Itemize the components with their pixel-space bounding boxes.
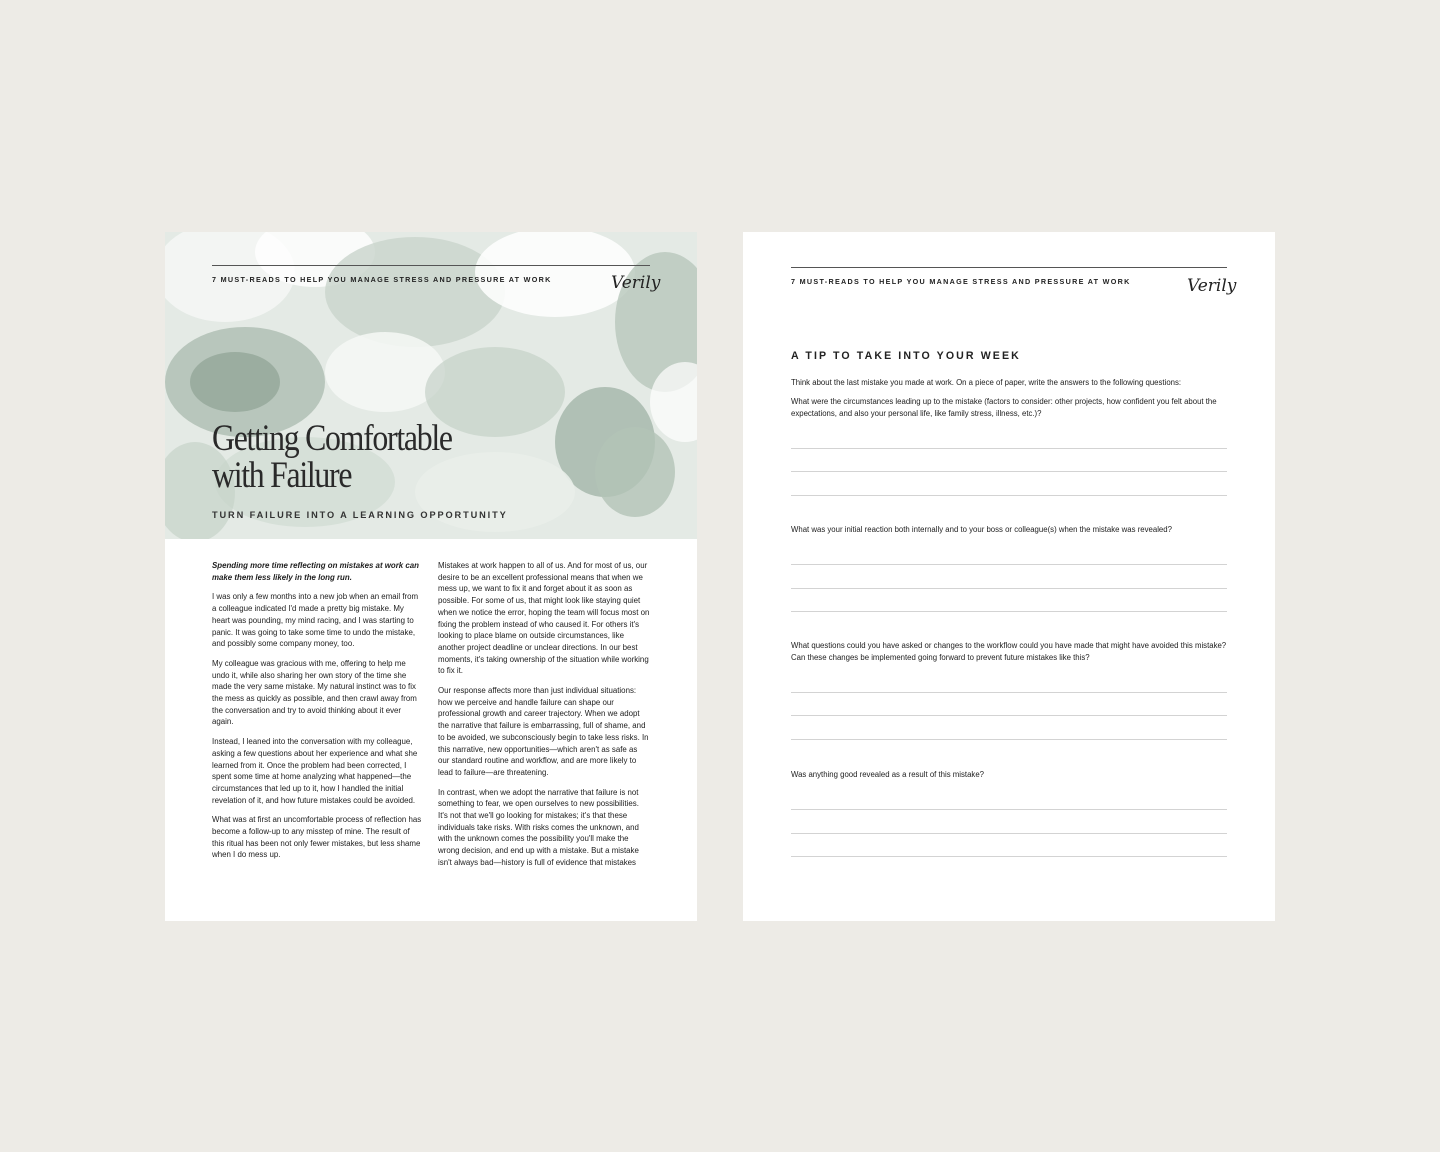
answer-line xyxy=(791,810,1227,834)
question-text: What questions could you have asked or changes to the workflow could you have made that might have avoided this mistake? Can these changes be implemented going forward to prevent future mistakes like this? xyxy=(791,641,1227,662)
article-column-2 xyxy=(438,560,650,877)
worksheet-page xyxy=(743,232,1275,921)
answer-lines xyxy=(791,669,1227,740)
question-block xyxy=(791,524,1227,612)
answer-lines xyxy=(791,425,1227,496)
header-rule xyxy=(791,267,1227,268)
question-block xyxy=(791,396,1227,496)
question-text: What was your initial reaction both internally and to your boss or colleague(s) when the mistake was revealed? xyxy=(791,525,1172,534)
header-rule xyxy=(212,265,650,266)
worksheet-intro: Think about the last mistake you made at work. On a piece of paper, write the answers to the following questions: xyxy=(791,378,1182,387)
answer-lines xyxy=(791,787,1227,858)
running-head: 7 MUST-READS TO HELP YOU MANAGE STRESS AND PRESSURE AT WORK xyxy=(791,277,1131,286)
title-line-1: Getting Comfortable xyxy=(212,418,452,459)
answer-line xyxy=(791,542,1227,566)
article-paragraph: Instead, I leaned into the conversation with my colleague, asking a few questions about her experience and what she learned from it. Once the problem had been corrected, I spent some time at home analyzing what happened—the circumstances that led up to it, how I handled the initial revelation of it, and how future mistakes could be avoided. xyxy=(212,737,418,805)
answer-line xyxy=(791,787,1227,811)
answer-line xyxy=(791,425,1227,449)
answer-line xyxy=(791,472,1227,496)
answer-line xyxy=(791,565,1227,589)
question-text: What were the circumstances leading up to the mistake (factors to consider: other projects, how confident you felt about the expectations, and also your personal life, like family stress, illness, etc.)? xyxy=(791,397,1217,418)
question-block xyxy=(791,640,1227,740)
question-block xyxy=(791,769,1227,857)
title-line-2: with Failure xyxy=(212,455,352,496)
answer-line xyxy=(791,693,1227,717)
answer-line xyxy=(791,834,1227,858)
article-page xyxy=(165,232,697,921)
article-title xyxy=(212,420,452,494)
verily-logo: Verily xyxy=(611,273,661,293)
running-head: 7 MUST-READS TO HELP YOU MANAGE STRESS AND PRESSURE AT WORK xyxy=(212,275,552,284)
hero-watercolor xyxy=(165,232,697,539)
article-lead: Spending more time reflecting on mistakes at work can make them less likely in the long run. xyxy=(212,561,419,582)
article-subtitle: TURN FAILURE INTO A LEARNING OPPORTUNITY xyxy=(212,510,508,520)
answer-line xyxy=(791,449,1227,473)
article-paragraph: My colleague was gracious with me, offering to help me undo it, while also sharing her own story of the time she made the very same mistake. My natural instinct was to fix the mess as quickly as possible, and then crawl away from the conversation and try to avoid thinking about it ever again. xyxy=(212,658,417,727)
answer-lines xyxy=(791,542,1227,613)
article-paragraph: Our response affects more than just individual situations: how we perceive and handle failure can shape our professional growth and career trajectory. When we adopt the narrative that failure is embarrassing, full of shame, and to be avoided, we subconsciously begin to take less risks. In this narrative, new opportunities—which aren't as safe as our standard routine and workflow, and are more likely to lead to failure—are threatening. xyxy=(438,686,649,777)
worksheet-heading: A TIP TO TAKE INTO YOUR WEEK xyxy=(791,350,1021,362)
answer-line xyxy=(791,589,1227,613)
verily-logo: Verily xyxy=(1187,276,1237,296)
article-paragraph: Mistakes at work happen to all of us. And for most of us, our desire to be an excellent professional means that when we mess up, we want to fix it and forget about it as soon as possible. For some of us, that might look like staying quiet when we notice the error, hoping the team will focus most on fixing the problem instead of who caused it. For others it's looking to place blame on outside circumstances, like another project deadline or unclear directions. In our best moments, it's taking ownership of the situation while working to fix it. xyxy=(438,561,650,676)
article-paragraph: What was at first an uncomfortable process of reflection has become a follow-up to any misstep of mine. The result of this ritual has been not only fewer mistakes, but less shame when I do mess up. xyxy=(212,815,422,860)
answer-line xyxy=(791,669,1227,693)
answer-line xyxy=(791,716,1227,740)
article-paragraph: In contrast, when we adopt the narrative that failure is not something to fear, we open ourselves to new possibilities. It's not that we'll go looking for mistakes; it's that these individuals take risks. With risks comes the unknown, and with the unknown comes the possibility you'll make the wrong decision, and end up with a mistake. But a mistake isn't always bad—history is full of evidence that mistakes xyxy=(438,787,639,867)
article-paragraph: I was only a few months into a new job when an email from a colleague indicated I'd made a pretty big mistake. My heart was pounding, my mind racing, and I was starting to panic. It was going to take some time to undo the mistake, and possibly some company money, too. xyxy=(212,592,419,649)
article-column-1 xyxy=(212,560,424,869)
question-text: Was anything good revealed as a result of this mistake? xyxy=(791,770,985,779)
